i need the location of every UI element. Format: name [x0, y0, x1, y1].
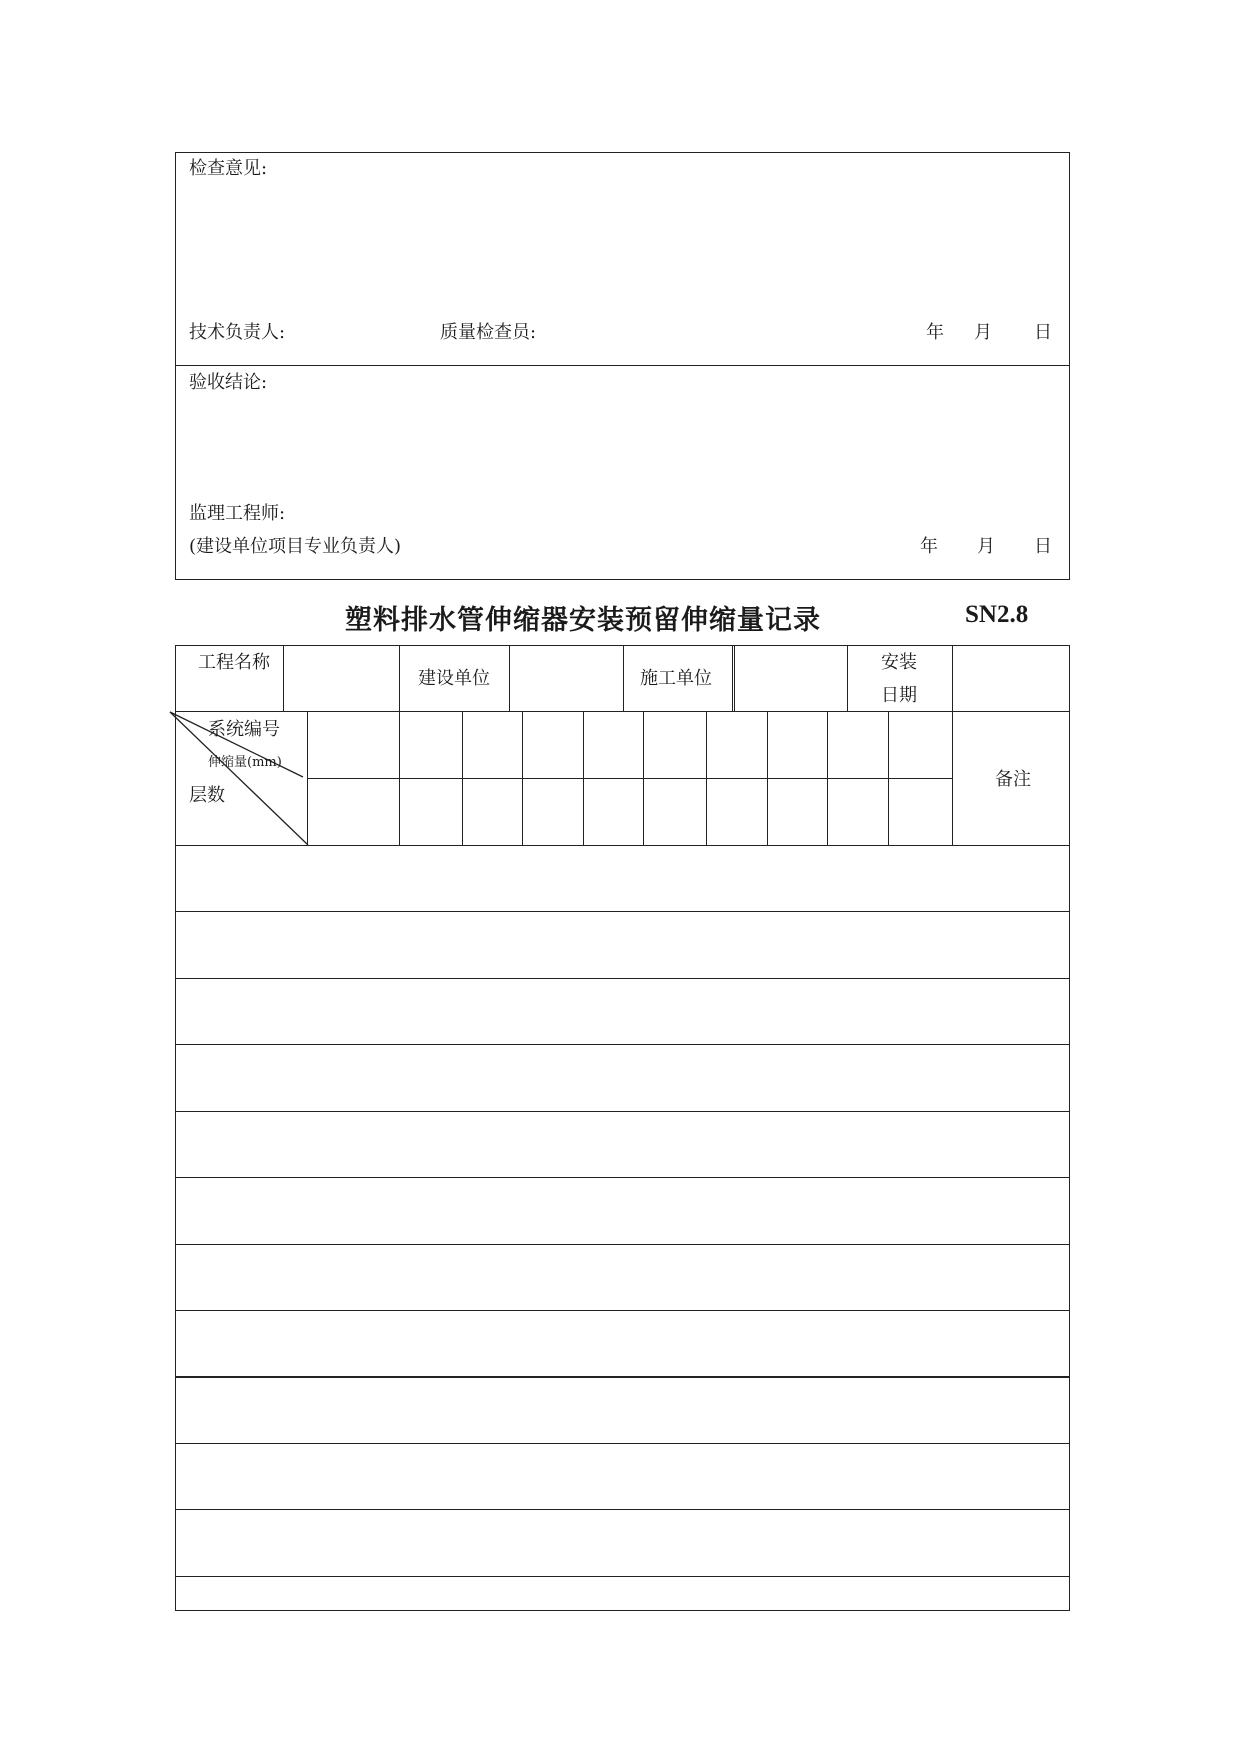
row-line: [175, 1509, 1070, 1510]
subheader-col-8: [767, 712, 768, 845]
construction-unit-label: 施工单位: [640, 668, 712, 689]
install-date-value[interactable]: [953, 646, 1069, 711]
inspection-month-label: 月: [974, 322, 992, 343]
subheader-col-10: [888, 712, 889, 845]
subheader-col-3: [462, 712, 463, 845]
row-line: [175, 978, 1070, 979]
acceptance-month-label: 月: [977, 536, 995, 557]
form-code: SN2.8: [965, 601, 1029, 628]
subheader-col-9: [827, 712, 828, 845]
qc-inspector-label: 质量检查员:: [440, 322, 537, 343]
row-line: [175, 911, 1070, 912]
subheader-row-divider: [307, 778, 952, 779]
row-line: [175, 1576, 1070, 1577]
subheader-col-11: [952, 712, 953, 845]
acceptance-year-label: 年: [920, 536, 938, 557]
inspection-day-label: 日: [1034, 322, 1052, 343]
subheader-col-6: [643, 712, 644, 845]
supervisor-label: 监理工程师:: [189, 503, 286, 524]
header-divider-5: [732, 645, 733, 712]
tech-lead-label: 技术负责人:: [189, 322, 286, 343]
acceptance-conclusion-label: 验收结论:: [189, 372, 268, 393]
subheader-col-7: [706, 712, 707, 845]
row-line: [175, 1111, 1070, 1112]
project-name-label: 工程名称: [198, 652, 270, 673]
construction-unit-value[interactable]: [735, 646, 846, 711]
expansion-label: 伸缩量(mm): [208, 755, 282, 770]
acceptance-day-label: 日: [1034, 536, 1052, 557]
row-line: [175, 1376, 1070, 1378]
project-name-value[interactable]: [284, 646, 398, 711]
record-title: 塑料排水管伸缩器安装预留伸缩量记录: [345, 605, 821, 636]
inspection-year-label: 年: [926, 322, 944, 343]
header-divider-7: [847, 645, 848, 712]
row-line: [175, 1044, 1070, 1045]
subheader-col-2: [399, 712, 400, 845]
row-line: [175, 1443, 1070, 1444]
header-divider-4: [623, 645, 624, 712]
remarks-label: 备注: [995, 769, 1031, 790]
row-line: [175, 1177, 1070, 1178]
owner-unit-value[interactable]: [510, 646, 622, 711]
floors-label: 层数: [189, 785, 225, 806]
subheader-col-5: [583, 712, 584, 845]
owner-lead-label: (建设单位项目专业负责人): [189, 536, 402, 557]
install-date-label-line2: 日期: [881, 685, 917, 706]
header-divider-2: [399, 645, 400, 712]
subheader-col-4: [522, 712, 523, 845]
system-no-label: 系统编号: [208, 719, 280, 740]
install-date-label-line1: 安装: [881, 652, 917, 673]
row-line: [175, 1310, 1070, 1311]
row-line: [175, 1244, 1070, 1245]
inspection-opinion-label: 检查意见:: [189, 158, 268, 179]
owner-unit-label: 建设单位: [418, 668, 490, 689]
